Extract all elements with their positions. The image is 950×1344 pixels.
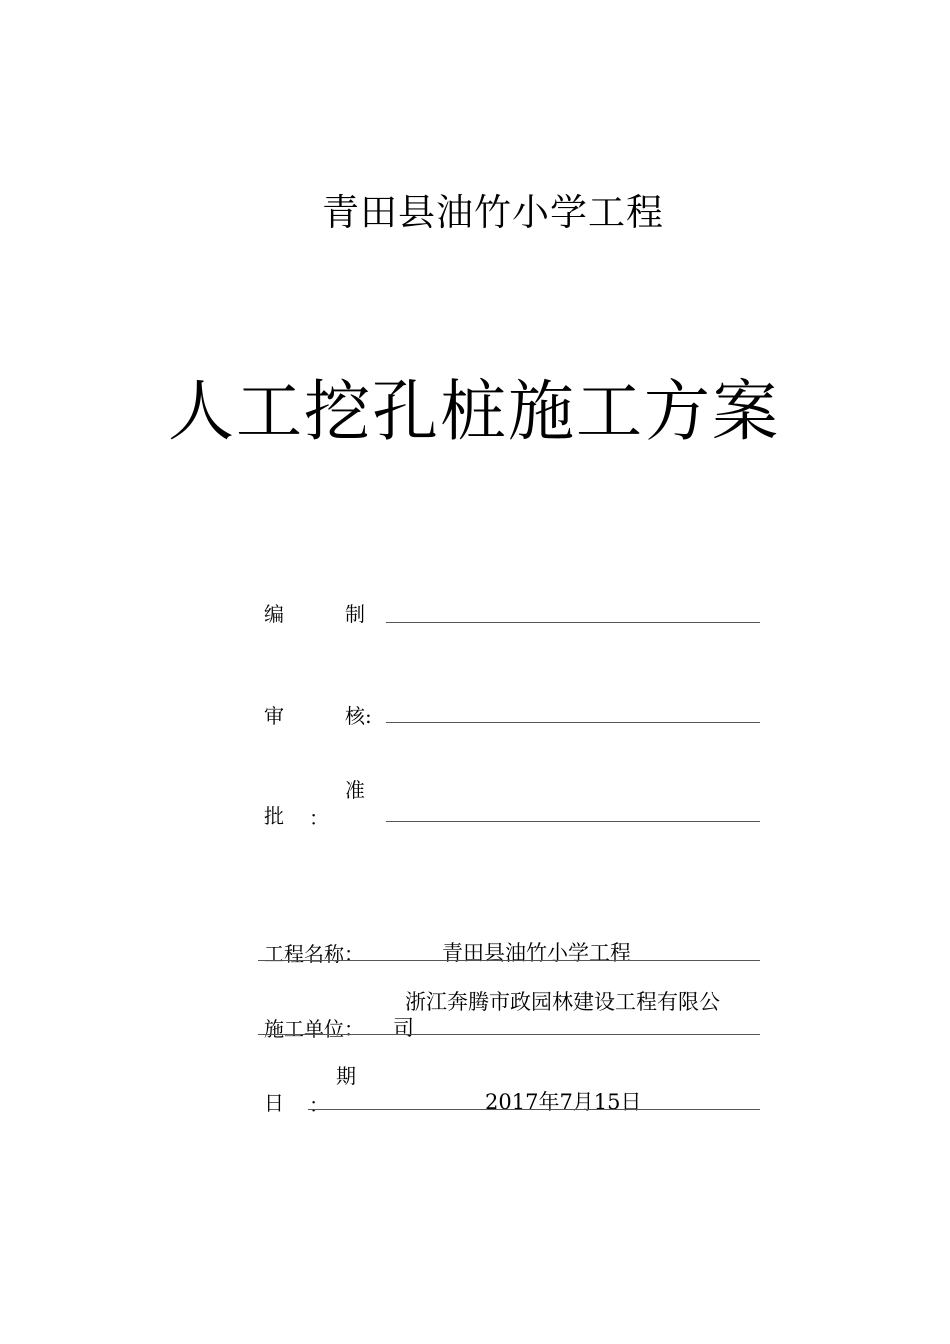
project-name-value: 青田县油竹小学工程 <box>442 941 631 965</box>
document-title: 人工挖孔桩施工方案 <box>168 373 780 450</box>
compile-signature-line <box>386 622 760 623</box>
contractor-value-line1: 浙江奔腾市政园林建设工程有限公 <box>405 990 720 1014</box>
approve-label-char2: 批 <box>264 804 284 828</box>
date-line <box>308 1109 760 1110</box>
review-label-char1: 审 <box>264 704 284 728</box>
date-label-char2: 日 <box>264 1091 284 1115</box>
review-signature-line <box>386 722 760 723</box>
approve-label-char1: 准 <box>345 778 365 802</box>
review-label-char2: 核: <box>345 704 372 728</box>
approve-signature-line <box>386 821 760 822</box>
date-value: 2017年7月15日 <box>485 1090 642 1114</box>
contractor-line <box>258 1034 760 1035</box>
contractor-label: 施工单位： <box>264 1017 364 1041</box>
project-name-label: 工程名称： <box>264 942 364 966</box>
project-name-line <box>258 960 760 961</box>
date-label-colon: ： <box>309 1093 329 1117</box>
contractor-value-line2: 司 <box>393 1016 414 1040</box>
compile-label-char2: 制 <box>345 602 365 626</box>
compile-label-char1: 编 <box>264 602 284 626</box>
approve-label-colon: ： <box>309 806 329 830</box>
date-label-char1: 期 <box>336 1064 356 1088</box>
project-subtitle: 青田县油竹小学工程 <box>322 191 664 234</box>
